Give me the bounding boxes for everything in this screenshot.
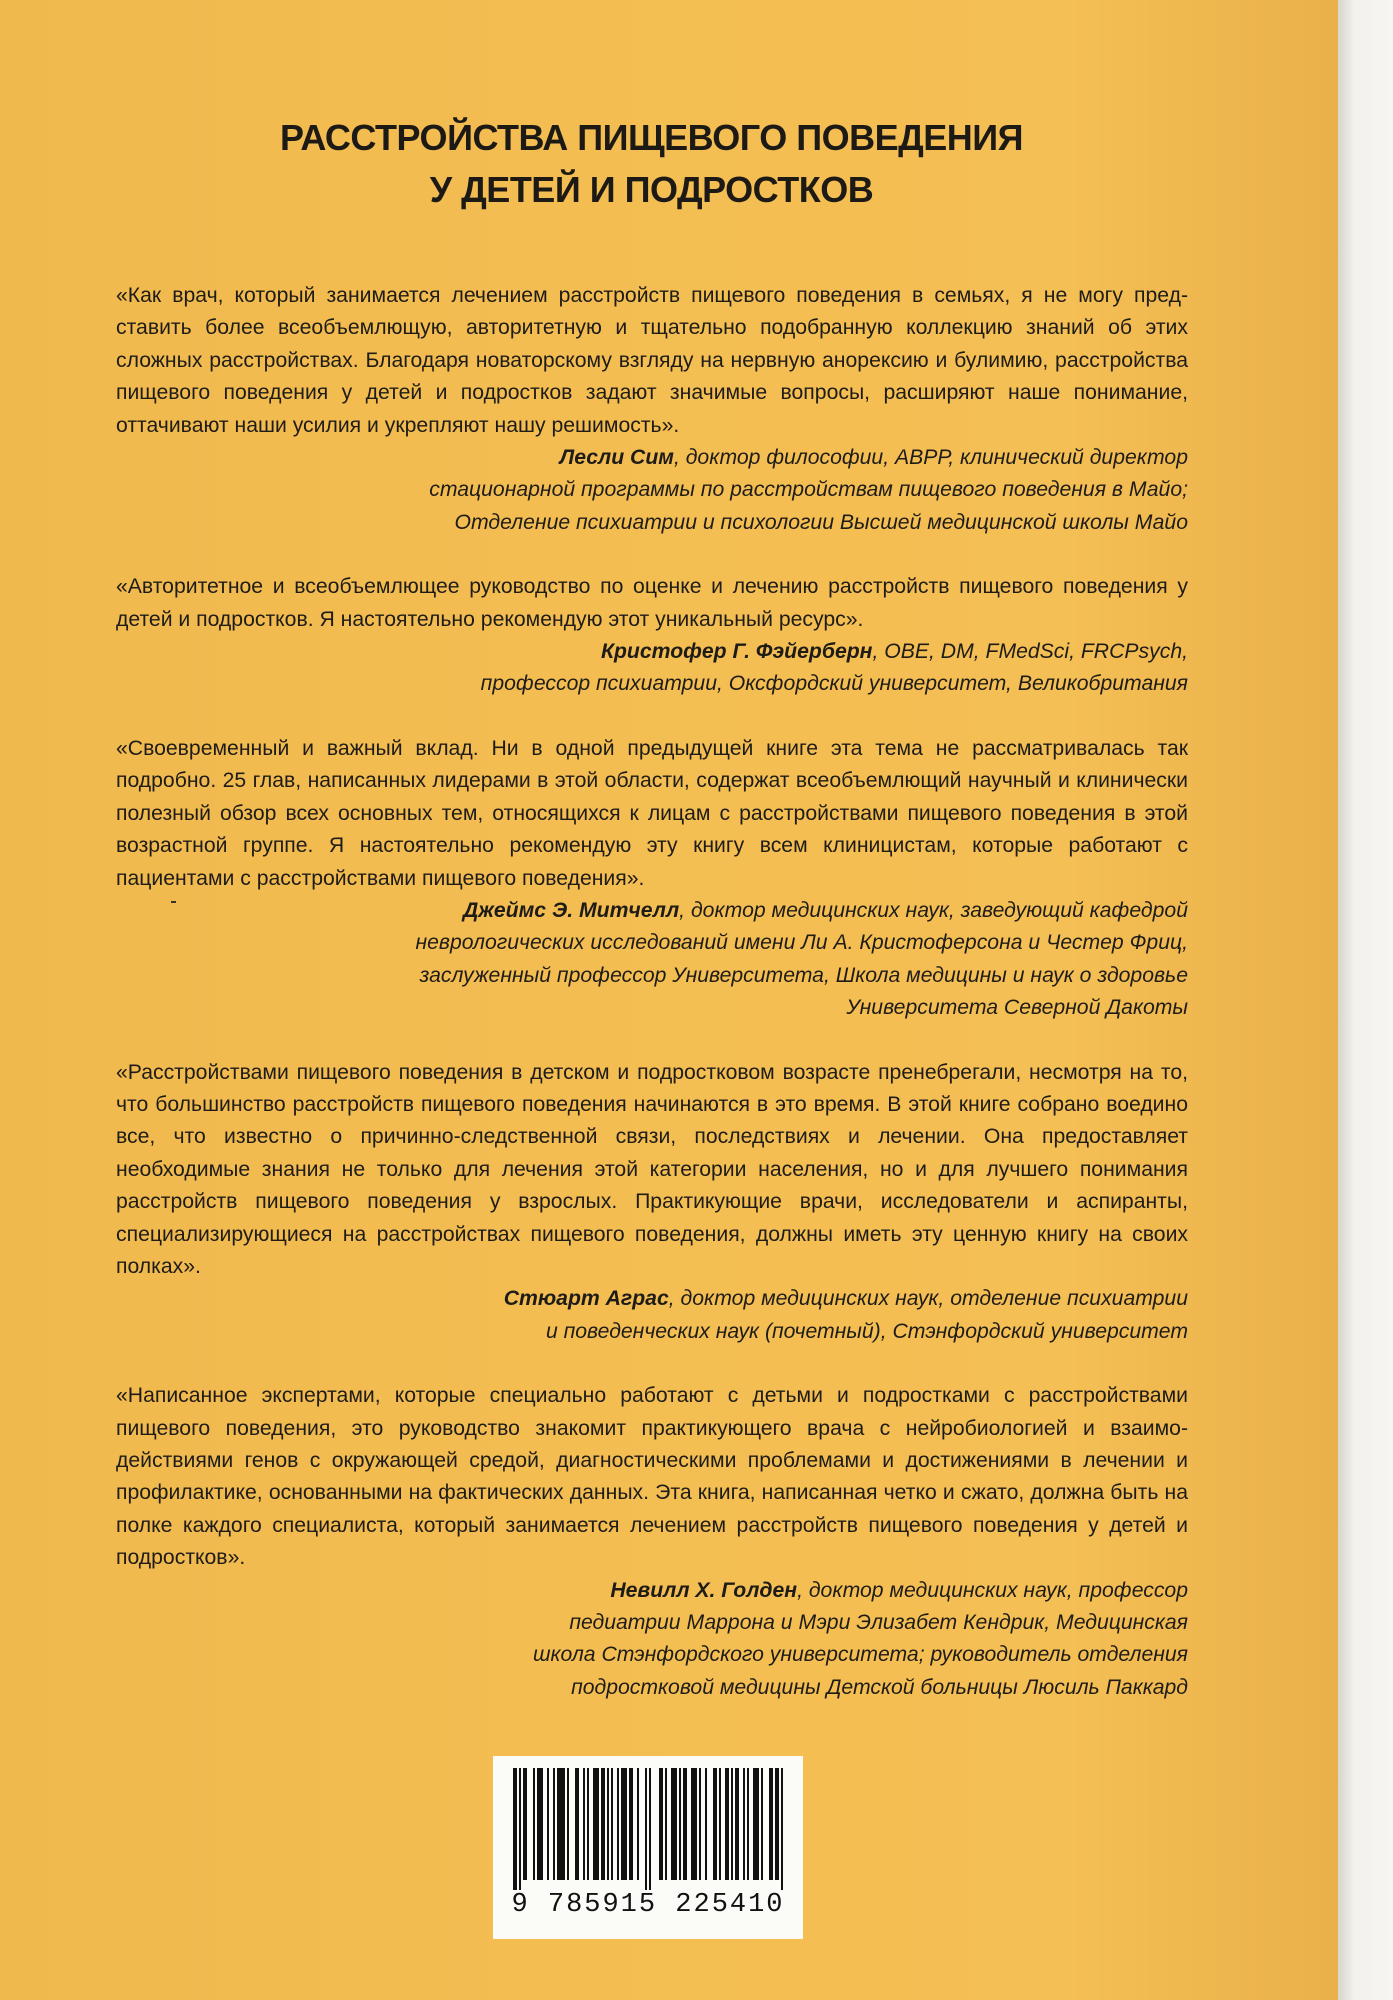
- author-credentials: , доктор философии, АВРР, клинический директор: [673, 446, 1188, 470]
- barcode-bar: [537, 1768, 543, 1880]
- review-author: Невилл Х. Голден: [610, 1578, 798, 1602]
- review-attribution: [116, 1283, 1188, 1348]
- book-title: [0, 112, 1303, 216]
- barcode-bar: [747, 1768, 749, 1880]
- barcode-bar: [665, 1768, 667, 1880]
- barcode-bar: [575, 1768, 579, 1880]
- attribution-line: [116, 1575, 1188, 1607]
- barcode-bar: [611, 1768, 613, 1880]
- barcode-bar: [557, 1768, 565, 1880]
- barcode-bar: [583, 1768, 585, 1880]
- attribution-line: школа Стэнфордского университета; руководитель отделения: [532, 1643, 1188, 1667]
- review-3: [116, 733, 1188, 1025]
- barcode-bar: [725, 1768, 729, 1880]
- attribution-line: [116, 895, 1188, 927]
- review-attribution: [116, 442, 1188, 539]
- barcode-bar: [601, 1768, 605, 1880]
- isbn-barcode: [493, 1756, 803, 1939]
- review-quote: «Как врач, который занимается лечением расстройств пищевого поведения в семьях, я не могу представить более всеобъемлющую, авторитетную и тщательно подобранную коллекцию знаний об этих сложных расстройствах. Благодаря новаторскому взгляду на нервную анорексию и булимию, расстройства пищевого поведения у детей и подростков задают значимые вопросы, расширяют наше понимание, оттачивают наши усилия и укрепляют нашу решимость».: [116, 284, 1188, 437]
- barcode-bar: [753, 1768, 759, 1880]
- barcode-bar: [769, 1768, 773, 1880]
- barcode-bar: [713, 1768, 717, 1880]
- author-credentials: , доктор медицинских наук, отделение психиатрии: [668, 1287, 1188, 1311]
- attribution-line: заслуженный профессор Университета, Школа медицины и наук о здоровье: [419, 963, 1188, 987]
- review-quote: «Расстройствами пищевого поведения в детском и подростковом возрасте пренебрегали, несмотря на то, что большинство расстройств пищевого поведения начинаются в это время. В этой книге собрано воедино все, что известно о причинно-следственной связи, последствиях и лечении. Она предоставляет необходимые знания не только для лечения этой категории населения, но и для лучшего понимания расстройств пищевого поведения у взрослых. Практикующие врачи, исследователи и аспиранты, специализирующиеся на расстройствах пищевого поведения, должны иметь эту ценную книгу на своих полках».: [116, 1060, 1188, 1278]
- barcode-bar: [683, 1768, 687, 1880]
- barcode-bar: [607, 1768, 609, 1880]
- barcode-bar: [645, 1768, 647, 1890]
- barcode-bar: [775, 1768, 779, 1880]
- barcode-bar: [587, 1768, 589, 1880]
- attribution-line: и поведенческих наук (почетный), Стэнфордский университет: [545, 1319, 1188, 1343]
- review-attribution: [116, 895, 1188, 1025]
- barcode-bar: [691, 1768, 697, 1880]
- barcode-bar: [617, 1768, 619, 1880]
- barcode-bars: [509, 1768, 787, 1890]
- title-line-2: У ДЕТЕЙ И ПОДРОСТКОВ: [429, 169, 874, 210]
- barcode-bar: [743, 1768, 745, 1880]
- review-author: Лесли Сим: [559, 446, 674, 470]
- review-1: [116, 280, 1188, 539]
- page-edge: [1338, 0, 1393, 2000]
- barcode-bar: [761, 1768, 763, 1880]
- author-credentials: , доктор медицинских наук, заведующий кафедрой: [679, 898, 1188, 922]
- barcode-bar: [659, 1768, 663, 1880]
- reviews-list: [116, 280, 1188, 1736]
- barcode-bar: [699, 1768, 701, 1880]
- attribution-line: Университета Северной Дакоты: [846, 996, 1188, 1020]
- barcode-bar: [735, 1768, 739, 1880]
- barcode-bar: [553, 1768, 555, 1880]
- barcode-bar: [731, 1768, 733, 1880]
- attribution-line: Отделение психиатрии и психологии Высшей медицинской школы Майо: [454, 510, 1188, 534]
- attribution-line: [116, 442, 1188, 474]
- attribution-line: неврологических исследований имени Ли А. Кристоферсона и Честер Фриц,: [415, 931, 1188, 955]
- review-5: [116, 1380, 1188, 1704]
- barcode-bar: [629, 1768, 633, 1880]
- barcode-bar: [523, 1768, 527, 1880]
- review-quote: «Написанное экспертами, которые специально работают с детьми и подростками с расстройствами пищевого поведения, это руководство знакомит практикующего врача с нейробиологией и взаимодействиями генов с окружающей средой, диагностическими проблемами и достижениями в лечении и профилактике, основанными на фактических данных. Эта книга, написанная четко и сжато, должна быть на полке каждого специалиста, который занимается лечением расстройств пищевого поведения у детей и подростков».: [116, 1384, 1188, 1570]
- author-credentials: , доктор медицинских наук, профессор: [797, 1578, 1188, 1602]
- review-author: Стюарт Аграс: [503, 1287, 669, 1311]
- review-4: [116, 1057, 1188, 1349]
- attribution-line: профессор психиатрии, Оксфордский университет, Великобритания: [480, 672, 1188, 696]
- review-attribution: [116, 1575, 1188, 1705]
- barcode-bar: [519, 1768, 521, 1890]
- barcode-bar: [533, 1768, 535, 1880]
- review-author: Кристофер Г. Фэйерберн: [600, 640, 873, 664]
- barcode-bar: [621, 1768, 627, 1880]
- attribution-line: [116, 1283, 1188, 1315]
- isbn-number: 9 785915 225410: [511, 1890, 785, 1920]
- author-credentials: , OBE, DM, FMedSci, FRCPsych,: [872, 640, 1188, 664]
- attribution-line: педиатрии Маррона и Мэри Элизабет Кендрик, Медицинская: [569, 1611, 1188, 1635]
- attribution-line: подростковой медицины Детской больницы Люсиль Паккард: [571, 1675, 1188, 1699]
- review-2: [116, 571, 1188, 701]
- barcode-bar: [513, 1768, 517, 1890]
- barcode-bar: [705, 1768, 707, 1880]
- attribution-line: стационарной программы по расстройствам пищевого поведения в Майо;: [429, 478, 1188, 502]
- barcode-bar: [649, 1768, 651, 1890]
- barcode-bar: [593, 1768, 599, 1880]
- barcode-bar: [637, 1768, 639, 1880]
- attribution-line: [116, 636, 1188, 668]
- review-author: Джеймс Э. Митчелл: [463, 898, 680, 922]
- barcode-bar: [679, 1768, 681, 1880]
- review-quote: «Авторитетное и всеобъемлющее руководство по оценке и лечению расстройств пищевого поведения у детей и подростков. Я настоятельно рекомендую этот уникальный ресурс».: [116, 575, 1188, 631]
- barcode-bar: [781, 1768, 783, 1890]
- barcode-bar: [719, 1768, 721, 1880]
- review-attribution: [116, 636, 1188, 701]
- barcode-bar: [547, 1768, 549, 1880]
- barcode-bar: [671, 1768, 677, 1880]
- barcode-bar: [567, 1768, 569, 1880]
- title-line-1: РАССТРОЙСТВА ПИЩЕВОГО ПОВЕДЕНИЯ: [279, 117, 1024, 158]
- review-quote: «Своевременный и важный вклад. Ни в одной предыдущей книге эта тема не рассматривалась так подробно. 25 глав, написанных лидерами в этой области, содержат всеобъемлющий научный и клинически полезный обзор всех основных тем, относящихся к лицам с расстройствами пищевого поведения в этой возрастной группе. Я настоятельно рекомендую эту книгу всем клиницистам, которые работают с пациентами с расстройствами пищевого поведения».: [116, 736, 1188, 890]
